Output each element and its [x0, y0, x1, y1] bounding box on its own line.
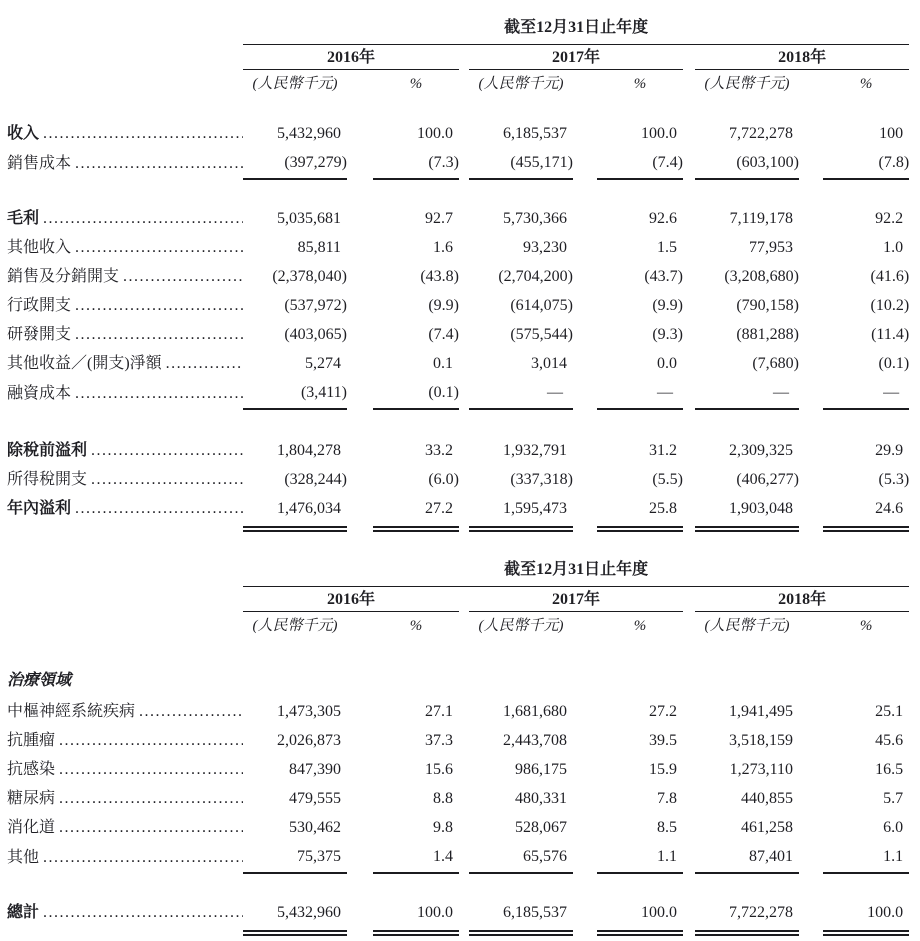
row-label: 毛利 [7, 210, 40, 227]
year-column-header-2018: 2018年 [695, 45, 909, 70]
amount-cell: (3,411) [300, 384, 347, 401]
amount-cell: (403,065) [284, 326, 347, 343]
amount-cell: (2,378,040) [272, 268, 347, 285]
row-label: 銷售成本 [7, 155, 72, 172]
unit-label: (人民幣千元) [252, 618, 338, 634]
percent-cell: 1.1 [657, 848, 677, 865]
percent-cell: 100.0 [417, 125, 453, 142]
year-column-header-2016: 2016年 [243, 587, 459, 612]
period-header: 截至12月31日止年度 [243, 16, 909, 45]
amount-cell: — [773, 384, 789, 401]
percent-cell: 7.8 [657, 790, 677, 807]
row-label: 其他 [7, 849, 40, 866]
period-header: 截至12月31日止年度 [243, 558, 909, 587]
percent-cell: 5.7 [883, 790, 904, 807]
double-rule [7, 524, 909, 532]
amount-cell: 77,953 [749, 239, 793, 256]
amount-cell: (328,244) [284, 471, 347, 488]
table-row [7, 698, 909, 727]
amount-cell: 847,390 [289, 761, 341, 778]
amount-cell: 6,185,537 [503, 125, 567, 142]
percent-cell: 27.1 [425, 703, 453, 720]
amount-cell: (3,208,680) [724, 268, 799, 285]
percent-label: % [409, 618, 423, 634]
amount-cell: 5,432,960 [277, 125, 341, 142]
dot-leader [59, 731, 243, 751]
percent-label: % [633, 76, 647, 92]
unit-label: (人民幣千元) [478, 76, 564, 92]
amount-cell: 986,175 [515, 761, 567, 778]
percent-label: % [409, 76, 423, 92]
row-label: 抗腫瘤 [7, 732, 56, 749]
amount-cell: (337,318) [510, 471, 573, 488]
percent-cell: (43.7) [644, 268, 683, 285]
row-label: 其他收益／(開支)淨額 [7, 355, 162, 372]
row-label: 所得稅開支 [7, 471, 88, 488]
amount-cell: 1,903,048 [729, 500, 793, 517]
row-label: 中樞神經系統疾病 [7, 703, 136, 720]
table-row [7, 350, 909, 379]
amount-cell: 1,941,495 [729, 703, 793, 720]
percent-cell: 92.6 [649, 210, 677, 227]
percent-label: % [633, 618, 647, 634]
table-row [7, 234, 909, 263]
amount-cell: (7,680) [752, 355, 799, 372]
percent-cell: 92.7 [425, 210, 453, 227]
amount-cell: 528,067 [515, 819, 567, 836]
table-row [7, 437, 909, 466]
amount-cell: (614,075) [510, 297, 573, 314]
table-row [7, 120, 909, 149]
table-row [7, 149, 909, 179]
percent-cell: (7.4) [652, 154, 683, 171]
percent-cell: 45.6 [875, 732, 904, 749]
percent-cell: 100.0 [641, 904, 677, 921]
table-row [7, 814, 909, 843]
amount-cell: (881,288) [736, 326, 799, 343]
percent-cell: (0.1) [428, 384, 459, 401]
dot-leader [43, 209, 243, 229]
row-label: 總計 [7, 904, 40, 921]
dot-leader [91, 470, 243, 490]
dot-leader [139, 702, 243, 722]
amount-cell: 1,804,278 [277, 442, 341, 459]
percent-cell: 8.8 [433, 790, 453, 807]
table-row [7, 321, 909, 350]
amount-cell: 1,681,680 [503, 703, 567, 720]
percent-cell: (0.1) [878, 355, 910, 372]
amount-cell: 3,518,159 [729, 732, 793, 749]
amount-cell: 5,730,366 [503, 210, 567, 227]
dot-leader [91, 441, 243, 461]
dot-leader [43, 848, 243, 868]
amount-cell: 75,375 [297, 848, 341, 865]
unit-label: (人民幣千元) [478, 618, 564, 634]
percent-cell: 29.9 [875, 442, 904, 459]
amount-cell: 65,576 [523, 848, 567, 865]
dot-leader [43, 903, 243, 923]
percent-cell: 24.6 [875, 500, 904, 517]
percent-cell: (9.9) [652, 297, 683, 314]
percent-cell: 0.1 [433, 355, 453, 372]
amount-cell: 530,462 [289, 819, 341, 836]
amount-cell: 1,273,110 [729, 761, 793, 778]
dot-leader [59, 818, 243, 838]
amount-cell: 480,331 [515, 790, 567, 807]
row-label: 其他收入 [7, 239, 72, 256]
percent-cell: (9.9) [428, 297, 459, 314]
percent-cell: (7.8) [878, 154, 910, 171]
percent-cell: (43.8) [420, 268, 459, 285]
percent-cell: 15.6 [425, 761, 453, 778]
table-gap [7, 532, 909, 558]
dot-leader [75, 325, 243, 345]
percent-cell: (5.3) [878, 471, 910, 488]
percent-cell: 100.0 [417, 904, 453, 921]
table-row [7, 843, 909, 873]
percent-cell: 27.2 [649, 703, 677, 720]
dot-leader [75, 154, 243, 174]
amount-cell: (406,277) [736, 471, 799, 488]
row-label: 行政開支 [7, 297, 72, 314]
amount-cell: 5,035,681 [277, 210, 341, 227]
amount-cell: (790,158) [736, 297, 799, 314]
percent-cell: (7.3) [428, 154, 459, 171]
table-row [7, 899, 909, 928]
income-statement-table [7, 16, 909, 532]
amount-cell: 3,014 [531, 355, 567, 372]
section-header-row [7, 662, 909, 698]
double-rule [7, 928, 909, 936]
section-label: 治療領域 [7, 672, 72, 689]
amount-cell: 479,555 [289, 790, 341, 807]
row-label: 收入 [7, 125, 40, 142]
row-label: 抗感染 [7, 761, 56, 778]
dot-leader [75, 499, 243, 519]
percent-cell: 1.1 [883, 848, 904, 865]
percent-cell: (6.0) [428, 471, 459, 488]
table-row [7, 292, 909, 321]
dot-leader [123, 267, 243, 287]
percent-cell: 1.0 [883, 239, 904, 256]
percent-cell: 0.0 [657, 355, 677, 372]
therapy-breakdown-table [7, 558, 909, 936]
amount-cell: 87,401 [749, 848, 793, 865]
table-row [7, 379, 909, 409]
percent-cell: 9.8 [433, 819, 453, 836]
year-column-header-2017: 2017年 [469, 45, 683, 70]
dot-leader [75, 238, 243, 258]
percent-cell: (10.2) [870, 297, 910, 314]
percent-cell: 100.0 [641, 125, 677, 142]
row-label: 銷售及分銷開支 [7, 268, 120, 285]
percent-cell: (41.6) [870, 268, 910, 285]
percent-cell: (9.3) [652, 326, 683, 343]
amount-cell: 440,855 [741, 790, 793, 807]
percent-cell: 1.4 [433, 848, 453, 865]
amount-cell: 1,473,305 [277, 703, 341, 720]
percent-cell: 31.2 [649, 442, 677, 459]
percent-cell: 100.0 [867, 904, 904, 921]
amount-cell: 1,932,791 [503, 442, 567, 459]
unit-label: (人民幣千元) [704, 618, 790, 634]
percent-label: % [859, 76, 873, 92]
amount-cell: (537,972) [284, 297, 347, 314]
dot-leader [75, 384, 243, 404]
unit-label: (人民幣千元) [252, 76, 338, 92]
amount-cell: 7,722,278 [729, 125, 793, 142]
dot-leader [75, 296, 243, 316]
percent-cell: 1.6 [433, 239, 453, 256]
amount-cell: 6,185,537 [503, 904, 567, 921]
amount-cell: 7,119,178 [729, 210, 793, 227]
amount-cell: (397,279) [284, 154, 347, 171]
table-row [7, 263, 909, 292]
amount-cell: 2,309,325 [729, 442, 793, 459]
amount-cell: (603,100) [736, 154, 799, 171]
year-column-header-2016: 2016年 [243, 45, 459, 70]
row-label: 融資成本 [7, 385, 72, 402]
percent-cell: 16.5 [875, 761, 904, 778]
amount-cell: (2,704,200) [498, 268, 573, 285]
year-column-header-2018: 2018年 [695, 587, 909, 612]
amount-cell: 461,258 [741, 819, 793, 836]
amount-cell: 2,443,708 [503, 732, 567, 749]
percent-cell: 1.5 [657, 239, 677, 256]
dot-leader [166, 354, 243, 374]
percent-cell: 6.0 [883, 819, 904, 836]
percent-cell: 25.8 [649, 500, 677, 517]
row-label: 年內溢利 [7, 500, 72, 517]
row-label: 消化道 [7, 819, 56, 836]
amount-cell: — [547, 384, 563, 401]
dot-leader [59, 789, 243, 809]
percent-cell: (7.4) [428, 326, 459, 343]
amount-cell: 5,274 [305, 355, 341, 372]
percent-cell: 92.2 [875, 210, 904, 227]
percent-cell: 33.2 [425, 442, 453, 459]
table-row [7, 466, 909, 495]
amount-cell: 7,722,278 [729, 904, 793, 921]
percent-cell: 39.5 [649, 732, 677, 749]
table-row [7, 495, 909, 524]
percent-cell: 8.5 [657, 819, 677, 836]
percent-cell: (5.5) [652, 471, 683, 488]
dot-leader [43, 124, 243, 144]
unit-label: (人民幣千元) [704, 76, 790, 92]
percent-cell: 15.9 [649, 761, 677, 778]
amount-cell: 1,595,473 [503, 500, 567, 517]
percent-label: % [859, 618, 873, 634]
amount-cell: 93,230 [523, 239, 567, 256]
table-row [7, 727, 909, 756]
dot-leader [59, 760, 243, 780]
row-label: 除稅前溢利 [7, 442, 88, 459]
table-row [7, 785, 909, 814]
amount-cell: 85,811 [297, 239, 341, 256]
amount-cell: 5,432,960 [277, 904, 341, 921]
amount-cell: 1,476,034 [277, 500, 341, 517]
amount-cell: 2,026,873 [277, 732, 341, 749]
amount-cell: (455,171) [510, 154, 573, 171]
percent-cell: 25.1 [875, 703, 904, 720]
table-row [7, 756, 909, 785]
percent-cell: (11.4) [871, 326, 910, 343]
year-column-header-2017: 2017年 [469, 587, 683, 612]
percent-cell: — [657, 384, 673, 401]
row-label: 糖尿病 [7, 790, 56, 807]
percent-cell: — [883, 384, 900, 401]
percent-cell: 27.2 [425, 500, 453, 517]
percent-cell: 100 [879, 125, 904, 142]
row-label: 研發開支 [7, 326, 72, 343]
table-row [7, 205, 909, 234]
percent-cell: 37.3 [425, 732, 453, 749]
amount-cell: (575,544) [510, 326, 573, 343]
